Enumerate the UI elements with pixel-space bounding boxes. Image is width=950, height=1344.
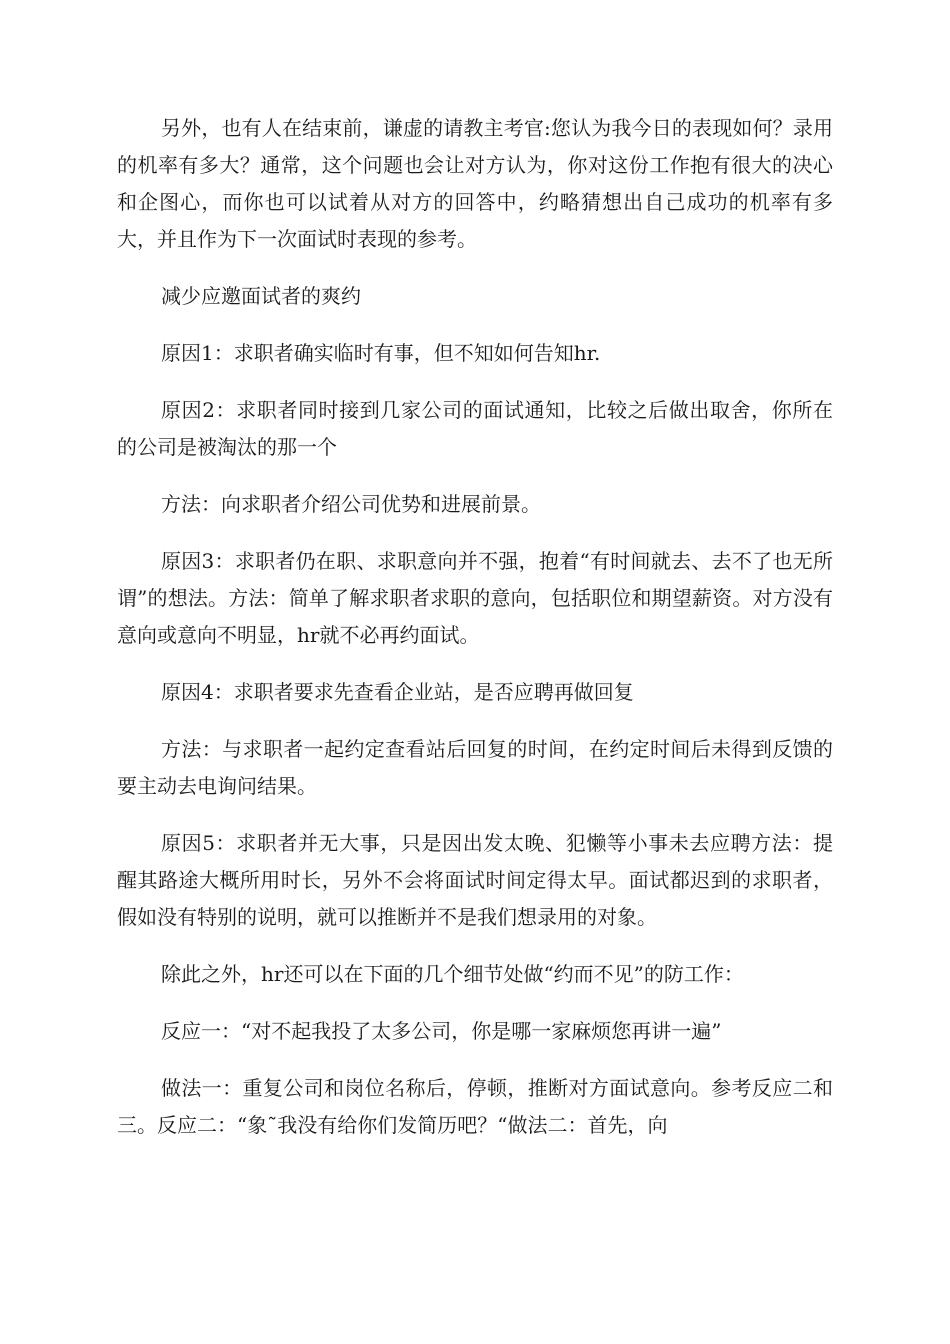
section-heading-reduce-no-shows: 减少应邀面试者的爽约 <box>161 284 361 308</box>
paragraph-response-1: 反应一：“对不起我投了太多公司，你是哪一家麻烦您再讲一遍” <box>161 1019 722 1043</box>
paragraph-reason-3: 原因3：求职者仍在职、求职意向并不强，抱着“有时间就去、去不了也无所谓”的想法。方法：简单了解求职者求职的意向，包括职位和期望薪资。对方没有意向或意向不明显，hr就不必再约面试。 <box>117 549 833 647</box>
paragraph-approach-1: 做法一：重复公司和岗位名称后，停顿，推断对方面试意向。参考反应二和三。反应二：“象˜我没有给你们发简历吧？“做法二：首先，向 <box>117 1076 833 1137</box>
paragraph-method-2: 方法：向求职者介绍公司优势和进展前景。 <box>161 492 541 516</box>
paragraph-reason-2: 原因2：求职者同时接到几家公司的面试通知，比较之后做出取舍，你所在的公司是被淘汰的那一个 <box>117 398 833 459</box>
paragraph-reason-4: 原因4：求职者要求先查看企业站，是否应聘再做回复 <box>161 680 634 704</box>
document-body <box>117 110 833 1164</box>
paragraph-additional-details: 除此之外，hr还可以在下面的几个细节处做“约而不见”的防工作： <box>161 962 744 986</box>
paragraph-closing-question: 另外，也有人在结束前，谦虚的请教主考官:您认为我今日的表现如何？录用的机率有多大？通常，这个问题也会让对方认为，你对这份工作抱有很大的决心和企图心，而你也可以试着从对方的回答中，约略猜想出自己成功的机率有多大，并且作为下一次面试时表现的参考。 <box>117 116 833 251</box>
paragraph-reason-5: 原因5：求职者并无大事，只是因出发太晚、犯懒等小事未去应聘方法：提醒其路途大概所用时长，另外不会将面试时间定得太早。面试都迟到的求职者，假如没有特别的说明，就可以推断并不是我们想录用的对象。 <box>117 831 833 929</box>
paragraph-reason-1: 原因1：求职者确实临时有事，但不知如何告知hr. <box>161 341 601 365</box>
paragraph-method-4: 方法：与求职者一起约定查看站后回复的时间，在约定时间后未得到反馈的要主动去电询问结果。 <box>117 737 833 798</box>
